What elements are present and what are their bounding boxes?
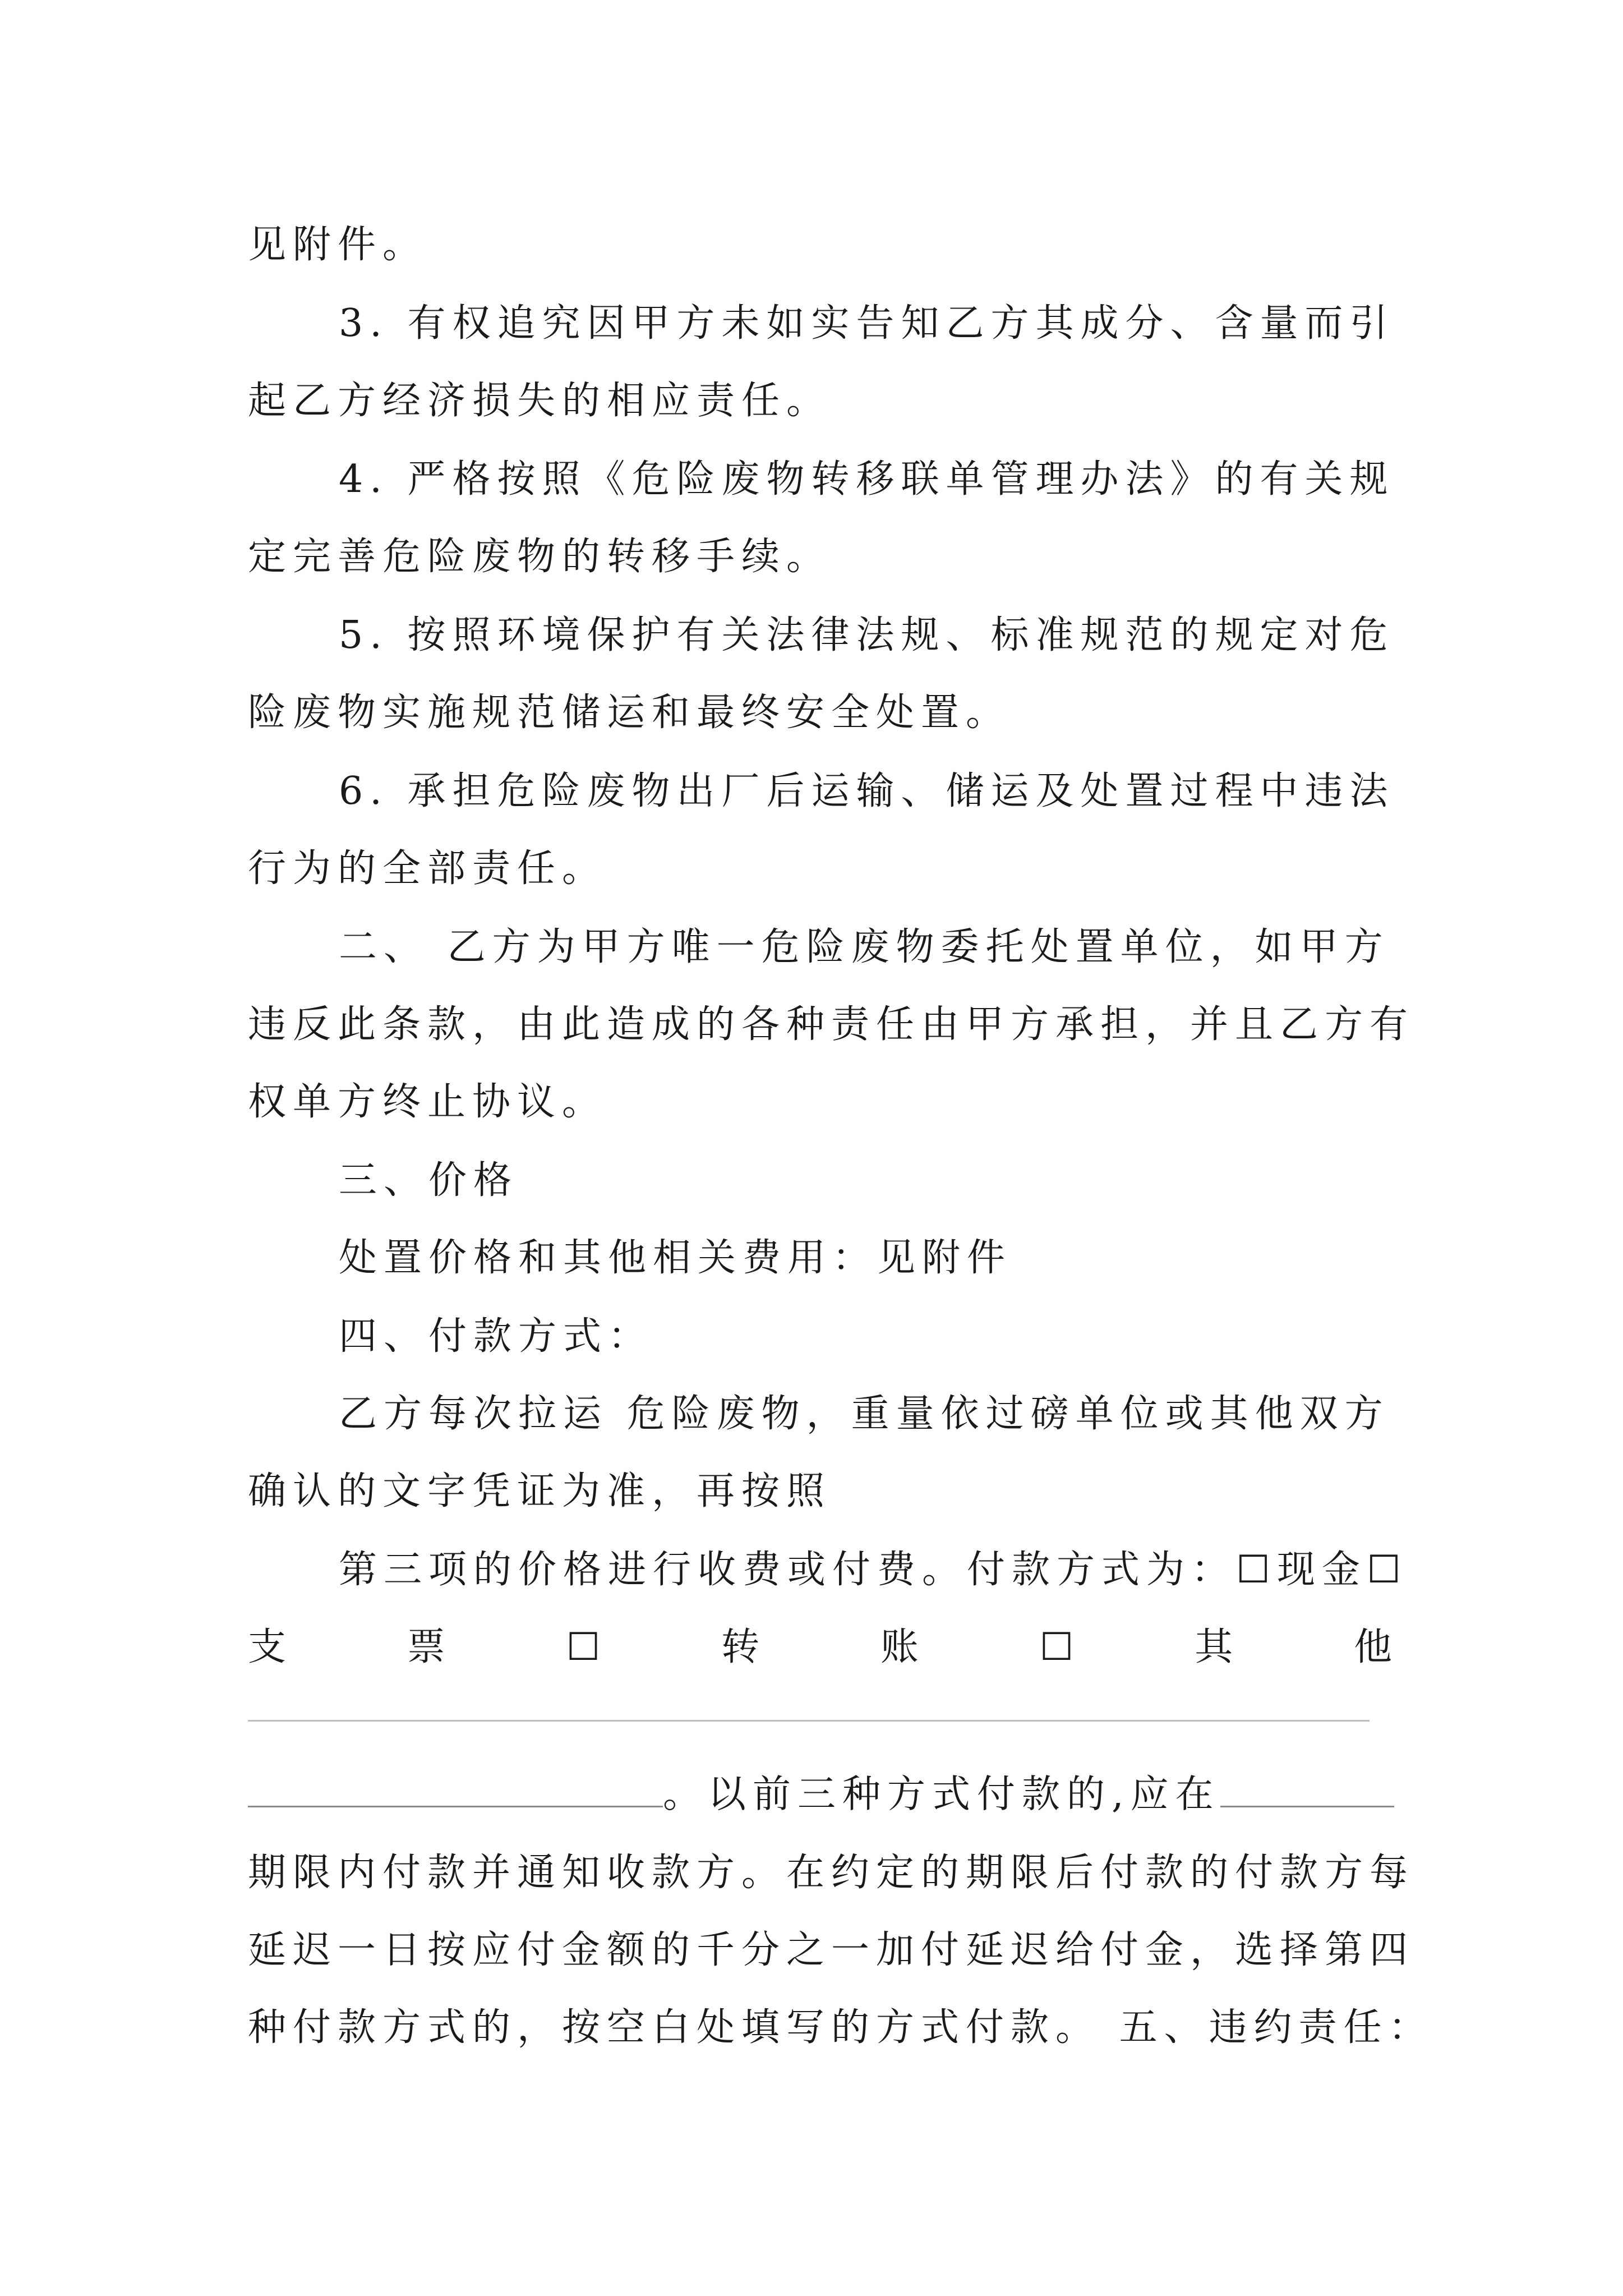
payment-option-char: 他 — [1353, 1625, 1392, 1669]
paragraph-line: 行为的全部责任。 — [248, 846, 607, 891]
payment-option-char: 票 — [407, 1625, 445, 1669]
section-two-line: 违反此条款，由此造成的各种责任由甲方承担，并且乙方有 — [248, 1002, 1415, 1047]
paragraph-line: 期限内付款并通知收款方。在约定的期限后付款的付款方每 — [248, 1851, 1415, 1895]
payment-option-char: 支 — [248, 1625, 287, 1669]
checkbox-icon: ☐ — [1039, 1625, 1074, 1669]
payment-option-char: 其 — [1195, 1625, 1233, 1669]
section-four-title: 四、付款方式： — [339, 1314, 653, 1359]
fill-in-blank — [248, 1769, 663, 1807]
fill-in-blank — [1220, 1769, 1394, 1807]
paragraph-line: 定完善危险废物的转移手续。 — [248, 535, 832, 579]
paragraph-line: 延迟一日按应付金额的千分之一加付延迟给付金，选择第四 — [248, 1928, 1415, 1972]
payment-option-char: 转 — [721, 1625, 760, 1669]
section-two-line: 二、 乙方为甲方唯一危险废物委托处置单位，如甲方 — [339, 925, 1390, 969]
payment-method-line: 第三项的价格进行收费或付费。付款方式为：☐现金☐ — [339, 1548, 1408, 1592]
section-four-line: 确认的文字凭证为准，再按照 — [248, 1469, 832, 1513]
section-two-line: 权单方终止协议。 — [248, 1080, 607, 1124]
payment-option-char: 账 — [880, 1625, 919, 1669]
payment-options-row — [248, 1622, 1392, 1673]
payment-deadline-line — [248, 1769, 1392, 1820]
checkbox-icon: ☐ — [566, 1625, 601, 1669]
payment-deadline-text: 。以前三种方式付款的,应在 — [663, 1772, 1220, 1817]
paragraph-line: 险废物实施规范储运和最终安全处置。 — [248, 691, 1011, 735]
paragraph-line: 种付款方式的，按空白处填写的方式付款。 五、违约责任： — [248, 2005, 1433, 2050]
paragraph-line: 4. 严格按照《危险废物转移联单管理办法》的有关规 — [339, 457, 1395, 501]
paragraph-line: 5. 按照环境保护有关法律法规、标准规范的规定对危 — [339, 613, 1395, 657]
section-four-line: 乙方每次拉运 危险废物，重量依过磅单位或其他双方 — [339, 1392, 1390, 1436]
paragraph-line: 6. 承担危险废物出厂后运输、储运及处置过程中违法 — [339, 769, 1395, 813]
paragraph-line: 见附件。 — [248, 223, 428, 267]
section-three-body: 处置价格和其他相关费用：见附件 — [339, 1236, 1012, 1280]
fill-in-blank-line — [248, 1720, 1370, 1722]
paragraph-line: 起乙方经济损失的相应责任。 — [248, 379, 832, 423]
section-three-title: 三、价格 — [339, 1158, 519, 1203]
paragraph-line: 3. 有权追究因甲方未如实告知乙方其成分、含量而引 — [339, 301, 1395, 346]
